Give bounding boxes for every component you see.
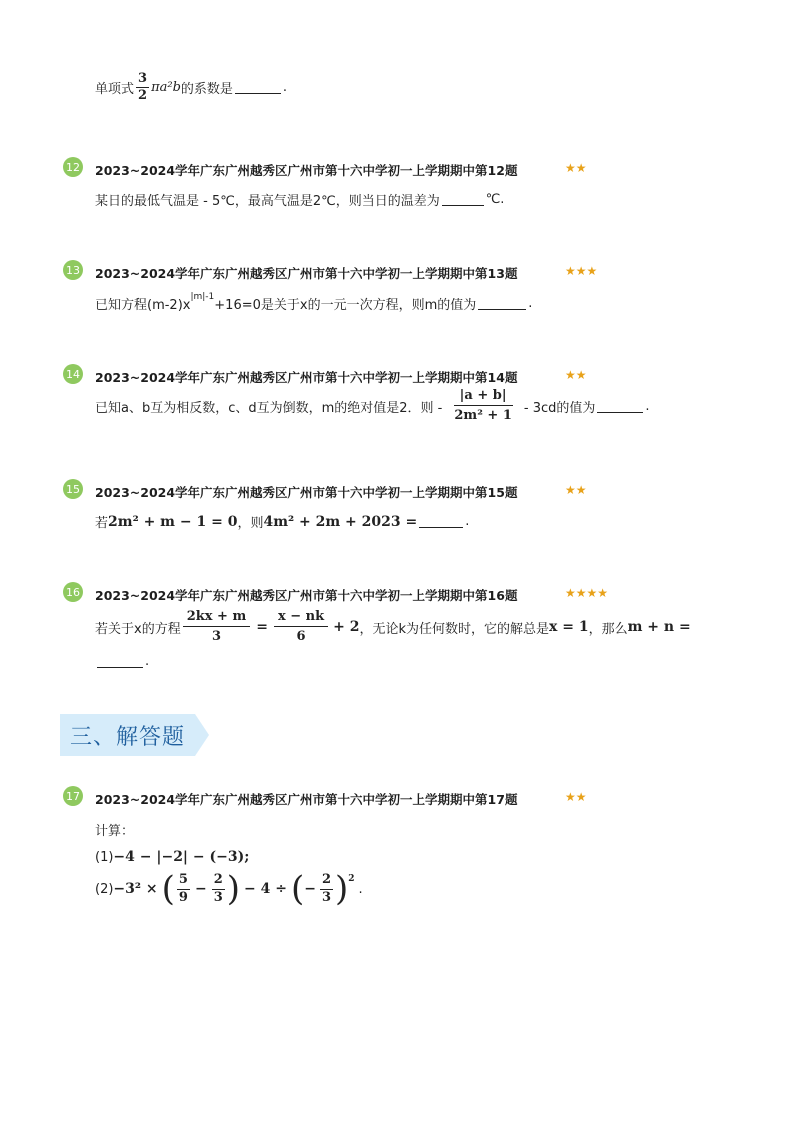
- question-text: 若 2m² + m − 1 = 0 ，则 4m² + 2m + 2023 = .: [95, 513, 470, 531]
- question-number-badge: 12: [63, 157, 83, 177]
- question-intro: 计算：: [95, 824, 135, 839]
- answer-blank[interactable]: [419, 515, 463, 528]
- question-text: 若关于x的方程 $\frac{2kx + m}{3}$ = $\frac{x - nk}{6}$ + 2 ，无论k为任何数时，它的解总是 x = 1 ，那么 m + n =: [95, 609, 691, 645]
- question-text-cont: .: [95, 654, 149, 669]
- answer-blank[interactable]: [478, 297, 526, 310]
- fraction: $\frac{2kx + m}{3}$: [183, 610, 251, 645]
- q11-fraction: $\frac{3}{2}$: [138, 71, 148, 104]
- question-title: 2023~2024学年广东广州越秀区广州市第十六中学初一上学期期中第15题: [95, 485, 518, 500]
- answer-blank[interactable]: [235, 81, 281, 94]
- answer-blank[interactable]: [597, 400, 643, 413]
- question-text: 已知a、b互为相反数，c、d互为倒数，m的绝对值是2．则 - $\frac{|a + b|}{\text{2m² + 1}}$ - 3cd的值为 .: [95, 388, 650, 424]
- question-number-badge: 13: [63, 260, 83, 280]
- fraction: $\frac{5}{9}$: [178, 872, 188, 905]
- fraction: $\frac{x - nk}{6}$: [274, 610, 328, 645]
- q11-suffix: 的系数是: [180, 82, 233, 98]
- section-heading: [60, 714, 210, 756]
- equation: 2m² + m − 1 = 0: [108, 513, 238, 530]
- question-title: 2023~2024学年广东广州越秀区广州市第十六中学初一上学期期中第14题: [95, 370, 518, 385]
- question-number-badge: 15: [63, 479, 83, 499]
- question-title: 2023~2024学年广东广州越秀区广州市第十六中学初一上学期期中第17题: [95, 792, 518, 807]
- fraction: $\frac{|a + b|}{\text{2m² + 1}}$: [454, 388, 512, 424]
- difficulty-stars: ★★: [565, 483, 587, 497]
- difficulty-stars: ★★★★: [565, 586, 609, 600]
- section-title: 三、解答题: [70, 725, 186, 750]
- sub-question-2: (2) −3² × ( $\frac{5}{9}$ − $\frac{2}{3}$ ) − 4 ÷ ( − $\frac{2}{3}$ ) $^2$ .: [95, 869, 363, 909]
- fraction: $\frac{2}{3}$: [321, 872, 331, 905]
- question-number-badge: 16: [63, 582, 83, 602]
- difficulty-stars: ★★: [565, 161, 587, 175]
- question-text: 已知方程(m-2)x $^{|m|-1}$ +16=0是关于x的一元一次方程，则m的值为 .: [95, 292, 533, 313]
- sub-question-1: (1) −4 − |−2| − (−3);: [95, 849, 250, 865]
- answer-blank[interactable]: [97, 655, 143, 668]
- q11-text: 单项式 $\frac{3}{2}$ πa²b 的系数是 .: [95, 71, 288, 104]
- equation: 4m² + 2m + 2023 =: [263, 513, 418, 530]
- question-title: 2023~2024学年广东广州越秀区广州市第十六中学初一上学期期中第13题: [95, 266, 518, 281]
- difficulty-stars: ★★: [565, 368, 587, 382]
- question-text: 某日的最低气温是 - 5℃，最高气温是2℃，则当日的温差为 ℃.: [95, 192, 505, 209]
- difficulty-stars: ★★★: [565, 264, 598, 278]
- q11-prefix: 单项式: [95, 82, 135, 98]
- question-number-badge: 17: [63, 786, 83, 806]
- question-title: 2023~2024学年广东广州越秀区广州市第十六中学初一上学期期中第16题: [95, 588, 518, 603]
- question-title: 2023~2024学年广东广州越秀区广州市第十六中学初一上学期期中第12题: [95, 163, 518, 178]
- question-number-badge: 14: [63, 364, 83, 384]
- answer-blank[interactable]: [442, 193, 484, 206]
- fraction: $\frac{2}{3}$: [213, 872, 223, 905]
- q11-expr: πa²b: [151, 80, 181, 96]
- difficulty-stars: ★★: [565, 790, 587, 804]
